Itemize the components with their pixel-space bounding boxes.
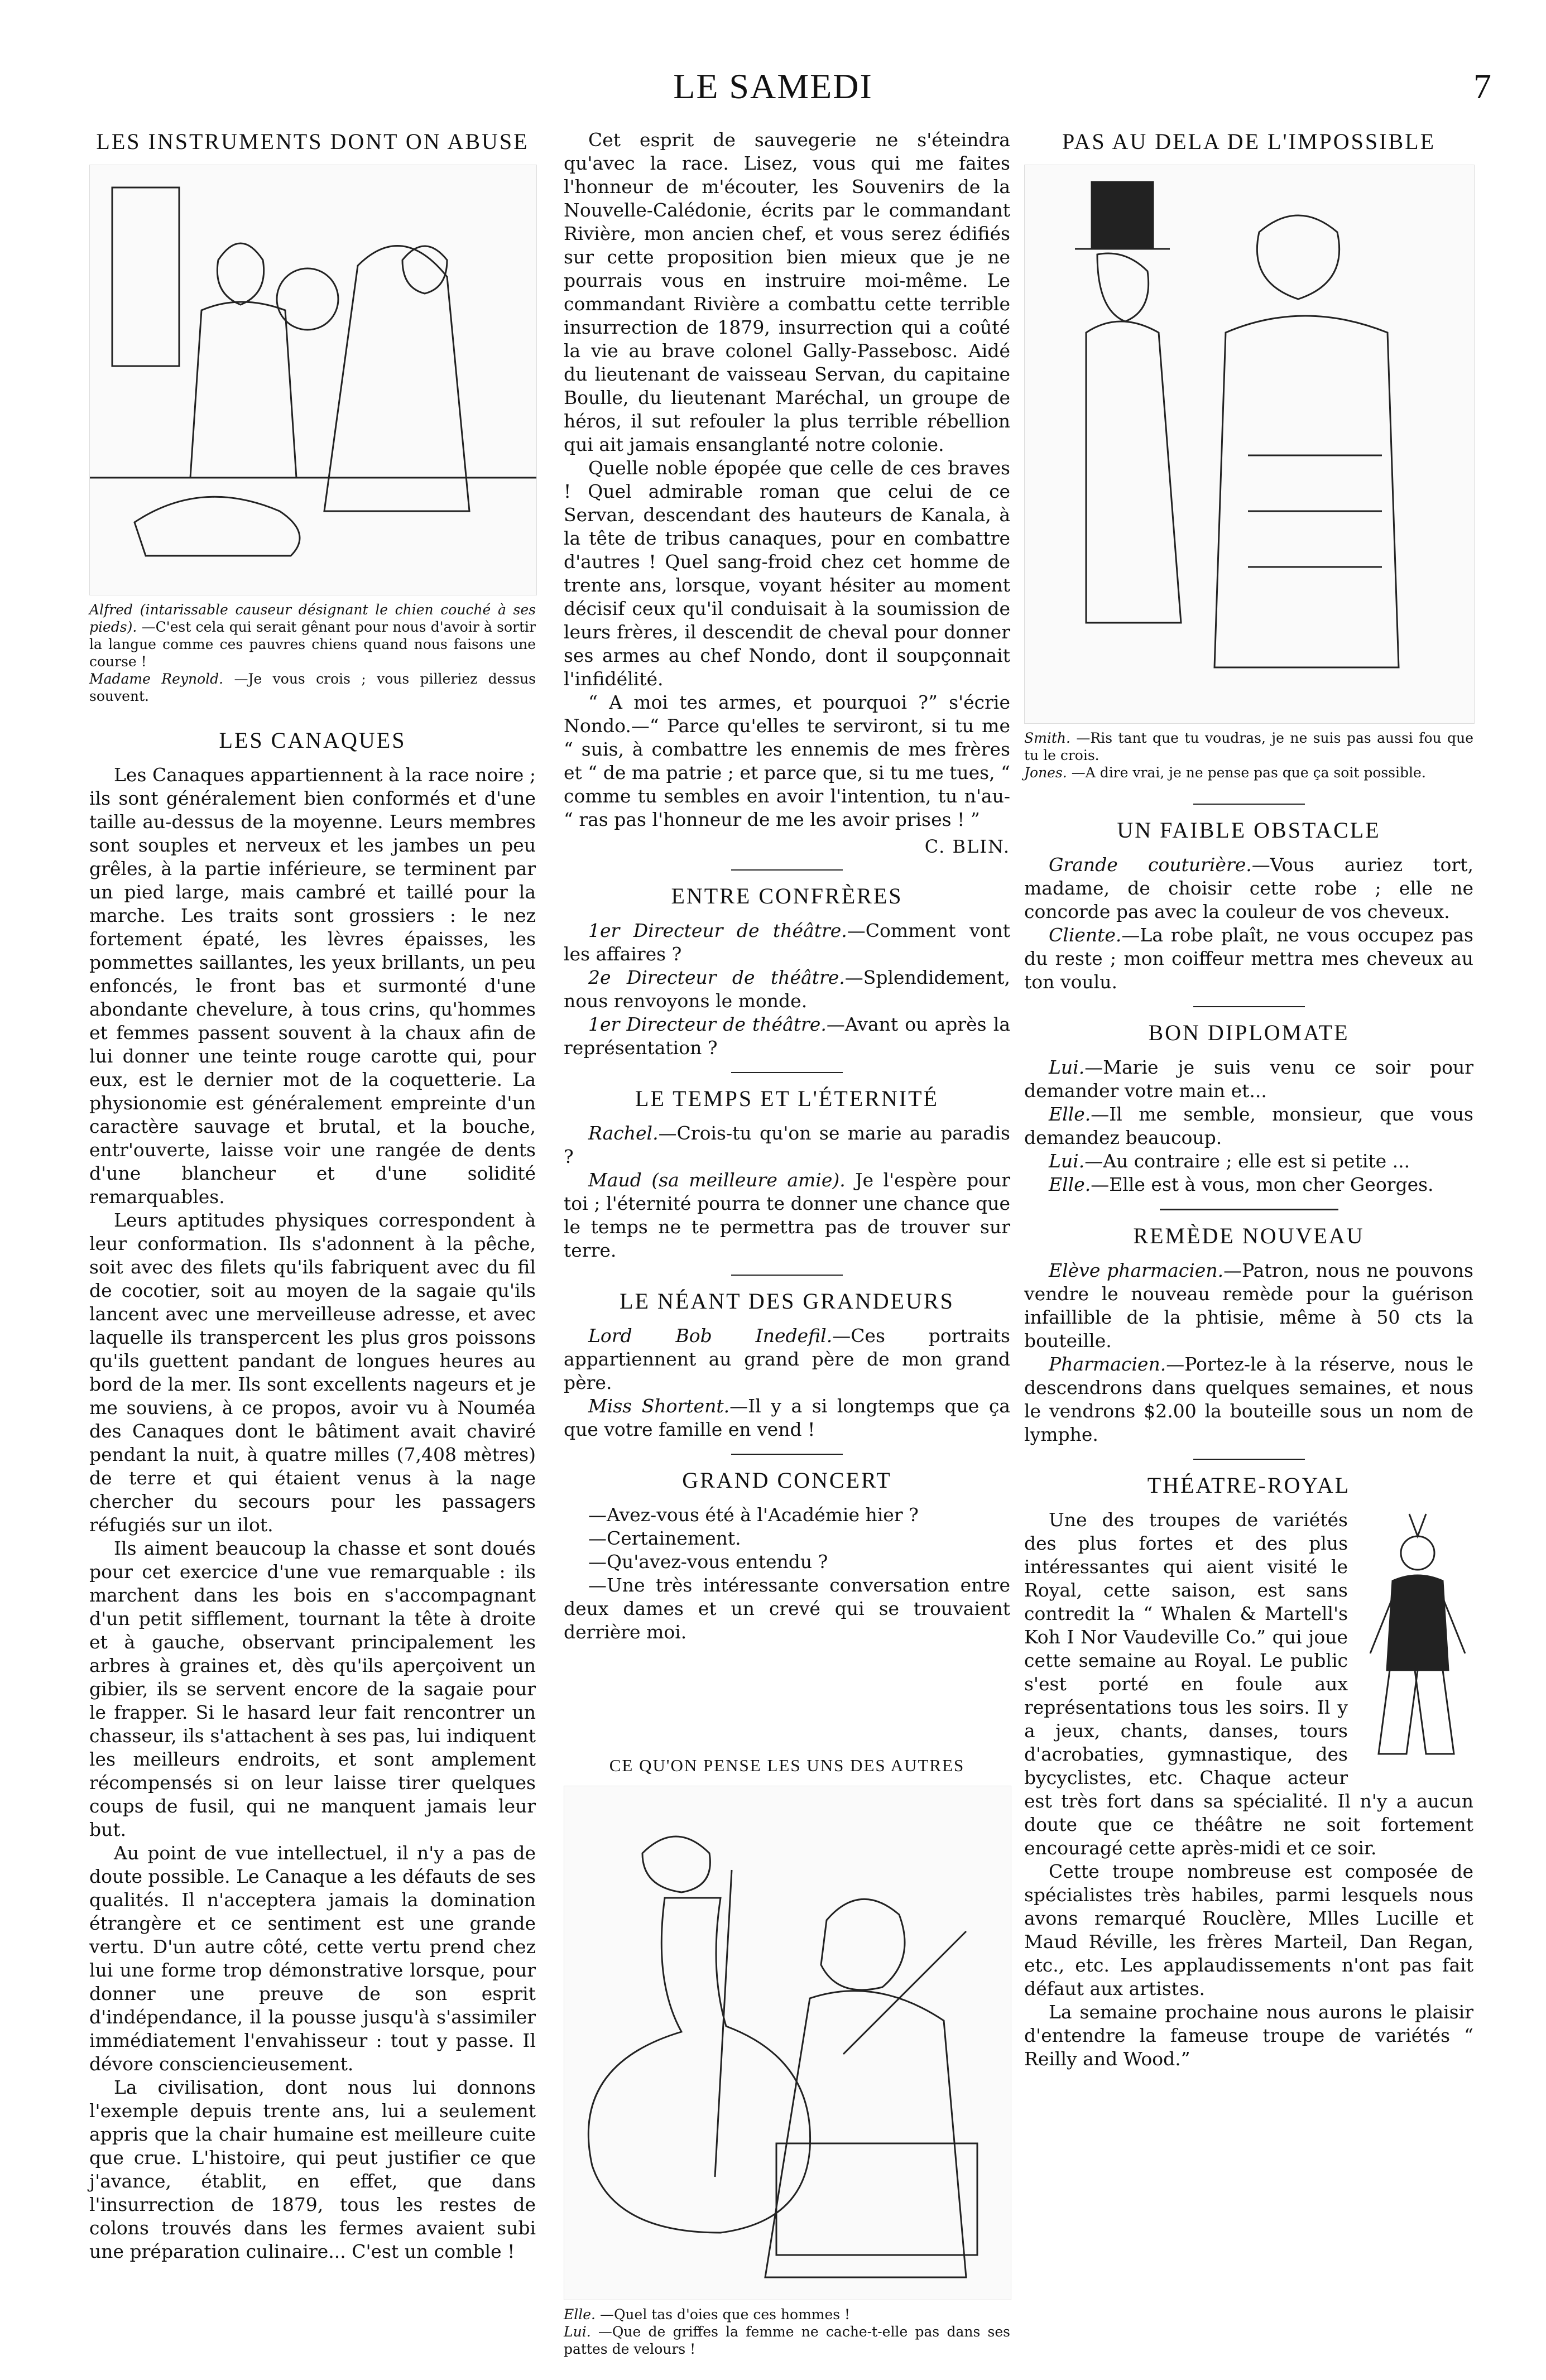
dialogue-line: —Vous auriez tort, madame, de choisir cette robe ; elle ne concorde pas avec la couleur de vos cheveux. [1024, 854, 1473, 922]
speaker: Grande couturière. [1049, 854, 1252, 876]
dialogue-line: —Ces portraits appartiennent au grand père de mon grand père. [564, 1325, 1010, 1393]
speaker: Miss Shortent. [588, 1395, 730, 1417]
caption-text: —C'est cela qui serait gênant pour nous d'avoir à sortir la langue comme ces pauvres chiens quand nous faisons une course ! [89, 619, 536, 670]
illustration-caption [1024, 729, 1473, 781]
divider [1193, 1459, 1305, 1460]
divider [1193, 1006, 1305, 1007]
article-title: LE TEMPS ET L'ÉTERNITÉ [635, 1086, 939, 1111]
dialogue-line: —Certainement. [588, 1527, 741, 1549]
speaker: Elle. [1049, 1103, 1091, 1125]
speaker: Elle. [1049, 1174, 1091, 1195]
paragraph: Ils aiment beaucoup la chasse et sont doués pour cet exercice d'une vue remarquable : ils marchent dans les bois en s'accompagnant d'un petit sifflement, tournant la tête à droite et à gauche, observant principalement les arbres à graines et, dès qu'ils aperçoivent un gibier, ils se servent encore de la sagaie pour le frapper. Si le hasard leur fait rencontrer un chasseur, ils s'attachent à ses pas, lui indiquent les meilleurs endroits, et sont amplement récompensés si on leur laisse tirer quelques coups de fusil, qui ne manquent jamais leur but. [89, 1537, 536, 1840]
speaker: Maud (sa meilleure amie). [588, 1169, 846, 1191]
article-title: LES CANAQUES [219, 728, 406, 753]
article-title: UN FAIBLE OBSTACLE [1117, 818, 1381, 843]
dialogue-line: —Elle est à vous, mon cher Georges. [1091, 1174, 1434, 1195]
dialogue-line: —Au contraire ; elle est si petite ... [1084, 1150, 1410, 1172]
divider [731, 869, 843, 871]
caption-text: —Que de griffes la femme ne cache-t-elle pas dans ses pattes de velours ! [564, 2324, 1010, 2357]
page-number: 7 [1473, 66, 1491, 106]
theatre-article [1024, 1508, 1473, 2071]
illustration-caption [564, 2306, 1010, 2358]
clown-drawing [1359, 1508, 1473, 1771]
illustration-parlour-scene [89, 165, 537, 595]
speaker: Lui. [1049, 1150, 1085, 1172]
caption-speaker: Lui. [564, 2324, 591, 2340]
speaker: 1er Directeur de théâtre. [588, 1013, 827, 1035]
speaker: Pharmacien. [1049, 1353, 1166, 1375]
article-title: BON DIPLOMATE [1148, 1020, 1350, 1045]
caption-speaker: Jones. [1024, 765, 1067, 781]
dialogue-line: —Il me semble, monsieur, que vous demandez beaucoup. [1024, 1103, 1473, 1148]
caption-speaker: Smith. [1024, 730, 1070, 746]
article-title: ENTRE CONFRÈRES [671, 883, 903, 908]
dialogue-line: —Avant ou après la représentation ? [564, 1013, 1010, 1059]
dialogue-line: —Marie je suis venu ce soir pour demander votre main et... [1024, 1056, 1473, 1102]
speaker: Elève pharmacien. [1049, 1259, 1224, 1281]
speaker: 2e Directeur de théâtre. [588, 967, 845, 988]
divider [731, 1454, 843, 1455]
caption-text: —Ris tant que tu voudras, je ne suis pas aussi fou que tu le crois. [1024, 730, 1473, 763]
dialogue-line: —Comment vont les affaires ? [564, 920, 1010, 965]
paragraph: La semaine prochaine nous aurons le plaisir d'entendre la fameuse troupe de variétés “ Reilly and Wood.” [1024, 2001, 1473, 2070]
article-title: LE NÉANT DES GRANDEURS [620, 1288, 954, 1314]
divider [731, 1072, 843, 1073]
speaker: Lui. [1049, 1056, 1085, 1078]
paragraph: Cet esprit de sauvegerie ne s'éteindra qu'avec la race. Lisez, vous qui me faites l'honneur de m'écouter, les Souvenirs de la Nouvelle-Calédonie, écrits par le commandant Rivière, mon ancien chef, et vous serez édifiés sur cette proposition bien mieux que je ne pourrais vous en instruire moi-même. Le commandant Rivière a combattu cette terrible insurrection de 1879, insurrection qui a coûté la vie au brave colonel Gally-Passebosc. Aidé du lieutenant de vaisseau Servan, du capitaine Boulle, du lieutenant Maréchal, un groupe de héros, il sut refouler la plus terrible rébellion qui ait jamais ensanglanté notre colonie. [564, 129, 1010, 455]
dialogue-line: —Il y a si longtemps que ça que votre famille en vend ! [564, 1395, 1010, 1440]
dialogue-line: —La robe plaît, ne vous occupez pas du reste ; mon coiffeur mettra mes cheveux au ton voulu. [1024, 924, 1473, 993]
goose-and-cat-drawing [564, 1786, 1011, 2300]
smith-and-jones-drawing [1025, 165, 1474, 723]
paragraph: “ A moi tes armes, et pourquoi ?” s'écrie Nondo.—“ Parce qu'elles te serviront, si tu me “ suis, à combattre les ennemis de mes frères et “ de ma patrie ; et parce que, si tu me tues, “ comme tu sembles en avoir l'intention, tu n'au- “ ras pas l'honneur de me les avoir prises ! ” [564, 691, 1010, 830]
dialogue-line: —Portez-le à la réserve, nous le descendrons dans quelques semaines, et nous le vendrons $2.00 la bouteille sous un nom de lymphe. [1024, 1353, 1473, 1445]
divider [1193, 804, 1305, 805]
column-2 [564, 128, 1010, 2380]
caption-speaker: Alfred (intarissable causeur désignant le chien couché à ses pieds). [89, 602, 536, 635]
paragraph: Leurs aptitudes physiques correspondent à leur conformation. Ils s'adonnent à la pêche, soit avec des filets qu'ils fabriquent avec du fil de cocotier, soit au moyen de la sagaie qu'ils lancent avec une merveilleuse adresse, et avec laquelle ils transpercent les plus gros poissons qu'ils guettent pandant de longues heures au bord de la mer. Ils sont excellents nageurs et je me souviens, à ce propos, avoir vu à Nouméa des Canaques dont le bâtiment avait chaviré pendant la nuit, à quatre milles (7,408 mètres) de terre et qui étaient venus à la nage chercher du secours pour les passagers réfugiés sur un ilot. [89, 1209, 536, 1536]
page-header [0, 66, 1546, 138]
article-title: GRAND CONCERT [682, 1468, 892, 1493]
dialogue-line: —Qu'avez-vous entendu ? [588, 1551, 828, 1573]
dialogue-line: —Avez-vous été à l'Académie hier ? [588, 1504, 919, 1526]
speaker: Cliente. [1049, 924, 1122, 946]
parlour-scene-drawing [90, 165, 536, 595]
caption-text: —A dire vrai, je ne pense pas que ça soit possible. [1071, 765, 1426, 781]
article-title: PAS AU DELA DE L'IMPOSSIBLE [1062, 129, 1436, 154]
masthead: LE SAMEDI [673, 66, 873, 106]
illustration-goose-and-cat [564, 1786, 1011, 2300]
paragraph: Les Canaques appartiennent à la race noire ; ils sont généralement bien conformés et d'une taille au-dessus de la moyenne. Leurs membres sont souples et nerveux et les jambes un peu grêles, à la partie inférieure, se terminent par un pied large, mais cambré et taillé pour la marche. Les traits sont grossiers : le nez fortement épaté, les lèvres épaisses, les pommettes saillantes, les yeux brillants, un peu enfoncés, le front bas et surmonté d'une abondante chevelure, à tous crins, qu'hommes et femmes passent souvent à la chaux afin de lui donner une teinte rouge carotte qui, pour eux, est le dernier mot de la coquetterie. La physionomie est généralement empreinte d'un caractère sauvage et brutal, et la bouche, entr'ouverte, laisse voir une rangée de dents d'une blancheur et d'une solidité remarquables. [89, 764, 536, 1208]
speaker: Lord Bob Inedefil. [588, 1325, 833, 1347]
paragraph: Une des troupes de variétés des plus fortes et des plus intéressantes qui aient visité le Royal, cette saison, est sans contredit la “ Whalen & Martell's Koh I Nor Vaudeville Co.” qui joue cette semaine au Royal. Le public s'est porté en foule aux représentations tous les soirs. Il y a jeux, chants, danses, tours d'acrobaties, gymnastique, des bycyclistes, etc. Chaque acteur est très fort dans sa spécialité. Il n'y a aucun doute que ce théâtre ne soit fortement encouragé cette après-midi et ce soir. [1024, 1509, 1473, 1859]
dialogue-line: —Une très intéressante conversation entre deux dames et un crevé qui se trouvaient derrière moi. [564, 1574, 1010, 1643]
dialogue-line: —Crois-tu qu'on se marie au paradis ? [564, 1122, 1010, 1167]
caption-speaker: Elle. [564, 2306, 596, 2323]
illustration-caption [89, 601, 536, 705]
article-title: LES INSTRUMENTS DONT ON ABUSE [96, 129, 529, 154]
dialogue-line: Je l'espère pour toi ; l'éternité pourra te donner une chance que le temps ne te permettra pas de trouver sur terre. [564, 1169, 1010, 1261]
dialogue-line: —Splendidement, nous renvoyons le monde. [564, 967, 1010, 1012]
article-title: CE QU'ON PENSE LES UNS DES AUTRES [609, 1756, 965, 1775]
divider [1160, 1209, 1338, 1210]
paragraph: Quelle noble épopée que celle de ces braves ! Quel admirable roman que celui de ce Servan, descendant des hauteurs de Kanala, à la tête de tribus canaques, pour en combattre d'autres ! Quel sang-froid chez cet homme de trente ans, lorsque, voyant hésiter au moment décisif ceux qu'il conduisait à la soumission de leurs frères, il descendit de cheval pour donner ses armes au chef Nondo, dont il soupçonnait l'infidélité. [564, 457, 1010, 690]
paragraph: La civilisation, dont nous lui donnons l'exemple depuis trente ans, lui a seulement appris que la chair humaine est meilleure cuite que crue. L'histoire, qui peut justifier ce que j'avance, établit, en effet, que dans l'insurrection de 1879, tous les restes de colons trouvés dans les fermes avaient subi une préparation culinaire... C'est un comble ! [89, 2076, 536, 2262]
caption-text: —Je vous crois ; vous pilleriez dessus souvent. [89, 671, 536, 704]
article-title: REMÈDE NOUVEAU [1133, 1223, 1365, 1248]
column-3 [1024, 128, 1473, 2071]
column-1 [89, 128, 536, 2263]
paragraph: Cette troupe nombreuse est composée de spécialistes très habiles, parmi lesquels nous avons remarqué Rouclère, Mlles Lucille et Maud Réville, les frères Marteil, Dan Regan, etc., etc. Les applaudissements n'ont pas fait défaut aux artistes. [1024, 1860, 1473, 1999]
signature: C. BLIN. [924, 836, 1010, 857]
speaker: Rachel. [588, 1122, 659, 1144]
article-title: THÉATRE-ROYAL [1147, 1473, 1351, 1498]
divider [731, 1275, 843, 1276]
dialogue-line: —Patron, nous ne pouvons vendre le nouveau remède pour la guérison infaillible de la phtisie, même à 50 cts la bouteille. [1024, 1259, 1473, 1352]
paragraph: Au point de vue intellectuel, il n'y a pas de doute possible. Le Canaque a les défauts de ses qualités. Il n'acceptera jamais la domination étrangère et ce sentiment est une grande vertu. D'un autre côté, cette vertu prend chez lui une forme trop démonstrative lorsque, pour donner une preuve de son esprit d'indépendance, il la pousse jusqu'à s'assimiler immédiatement l'envahisseur : tout y passe. Il dévore consciencieusement. [89, 1842, 536, 2075]
caption-text: —Quel tas d'oies que ces hommes ! [599, 2306, 851, 2323]
speaker: 1er Directeur de théâtre. [588, 920, 847, 941]
caption-speaker: Madame Reynold. [89, 671, 224, 687]
illustration-smith-and-jones [1024, 165, 1475, 724]
